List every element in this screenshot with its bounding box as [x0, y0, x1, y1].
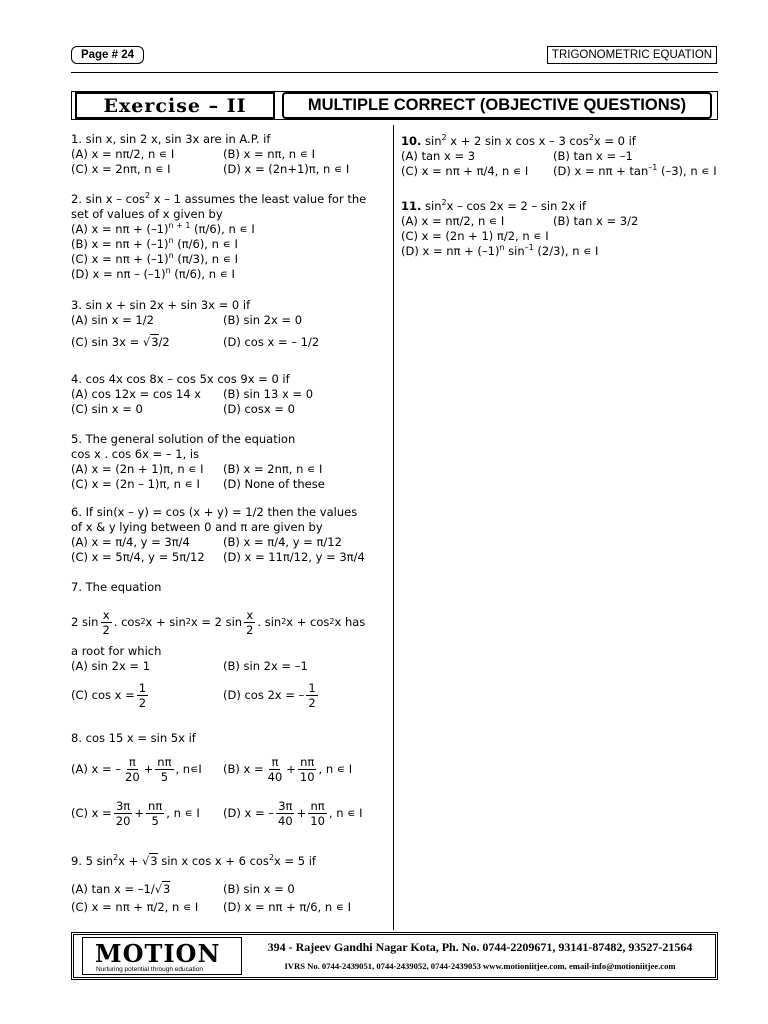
option-a: (A) $x = n\pi + (-1)^{n + 1}$ (π/6), n ∊ I [71, 221, 255, 236]
option-c: (C) sin 3x = √3/2 [71, 335, 170, 349]
question-5 [71, 432, 325, 492]
option-a: (A) x = nπ/2, n ∊ I [71, 147, 175, 161]
question-stem-cont: a root for which [71, 644, 162, 658]
question-11 [401, 199, 638, 259]
option-b: (B) $x = n\pi + (-1)^n$ (π/6), n ∊ I [71, 236, 238, 251]
question-stem: 5. The general solution of the equation [71, 432, 296, 446]
option-d: (D) cosx = 0 [223, 402, 295, 416]
question-stem: 1. sin x, sin 2 x, sin 3x are in A.P. if [71, 132, 271, 146]
question-stem: 3. sin x + sin 2x + sin 3x = 0 if [71, 298, 251, 312]
option-c: (C) $x = n\pi + (-1)^n$ (π/3), n ∊ I [71, 251, 239, 266]
motion-logo: MOTION [95, 939, 221, 968]
question-stem: 2. sin x – $\cos^2 x - 1$ assumes the least value for the [71, 191, 367, 206]
option-b: (B) sin 2x = 0 [223, 313, 303, 327]
option-d: (D) $x = n\pi - (-1)^n$ (π/6), n ∊ I [71, 266, 235, 281]
question-7 [71, 580, 365, 712]
question-2 [71, 192, 366, 282]
option-b: (B) sin 2x = –1 [223, 659, 308, 673]
footer-contact: IVRS No. 0744-2439051, 0744-2439052, 0744-2439053 www.motioniitjee.com, email-info@motioniitjee.com [284, 961, 676, 971]
option-b: (B) x = $\frac{\pi}{40}$ + $\frac{n\pi}{10}$ , n ∊ I [223, 754, 353, 784]
option-d: (D) x = 11π/12, y = 3π/4 [223, 550, 365, 564]
question-10 [401, 134, 717, 179]
question-stem: 10. $\sin^2 x + 2$ sin x cos x – 3 $\cos^2x = 0$ if [401, 133, 636, 148]
exercise-title: Exercise – II [75, 92, 275, 119]
option-c: (C) cos x = $\frac{1}{2}$ [71, 680, 147, 710]
option-a: (A) sin x = 1/2 [71, 313, 154, 327]
option-b: (B) tan x = 3/2 [553, 214, 639, 228]
option-a: (A) sin 2x = 1 [71, 659, 151, 673]
option-d: (D) cos x = – 1/2 [223, 335, 320, 349]
question-8 [71, 731, 362, 831]
question-stem: 11. $\sin^2x - \cos 2x = 2 - \sin 2x$ if [401, 198, 587, 213]
option-a: (A) x = (2n + 1)π, n ∊ I [71, 462, 204, 476]
question-1 [71, 132, 349, 177]
page-number-badge: Page # 24 [71, 46, 144, 64]
option-c: (C) x = $\frac{3\pi}{20}$ + $\frac{n\pi}{5}$ , n ∊ I [71, 798, 200, 828]
option-a: (A) cos 12x = cos 14 x [71, 387, 201, 401]
option-a: (A) x = π/4, y = 3π/4 [71, 535, 190, 549]
option-c: (C) x = 2nπ, n ∊ I [71, 162, 171, 176]
question-equation: 2 sin $\frac{x}{2}$ . cos 2 x + sin 2 x = 2 sin $\frac{x}{2}$ . sin 2 x + cos 2 x has [71, 607, 366, 637]
question-stem: 4. cos 4x cos 8x – cos 5x cos 9x = 0 if [71, 372, 290, 386]
option-c: (C) x = nπ + π/4, n ∊ I [401, 164, 529, 178]
option-a: (A) x = – $\frac{\pi}{20}$ + $\frac{n\pi}{5}$ , n∊I [71, 754, 202, 784]
option-b: (B) x = π/4, y = π/12 [223, 535, 342, 549]
option-b: (B) x = 2nπ, n ∊ I [223, 462, 323, 476]
footer-address: 394 - Rajeev Gandhi Nagar Kota, Ph. No. 0744-2209671, 93141-87482, 93527-21564 [267, 940, 693, 954]
question-stem: 7. The equation [71, 580, 162, 594]
option-d: (D) x = nπ + π/6, n ∊ I [223, 900, 352, 914]
option-b: (B) tan x = –1 [553, 149, 633, 163]
question-9 [71, 854, 351, 915]
option-c: (C) x = (2n + 1) π/2, n ∊ I [401, 229, 549, 243]
question-stem-cont: cos x . cos 6x = – 1, is [71, 447, 200, 461]
header-divider [71, 72, 718, 73]
question-stem: 8. cos 15 x = sin 5x if [71, 731, 196, 745]
option-c: (C) x = (2n – 1)π, n ∊ I [71, 477, 200, 491]
option-a: (A) tan x = 3 [401, 149, 476, 163]
question-4 [71, 372, 313, 417]
option-b: (B) x = nπ, n ∊ I [223, 147, 316, 161]
question-stem-cont: set of values of x given by [71, 207, 223, 221]
option-c: (C) x = 5π/4, y = 5π/12 [71, 550, 205, 564]
option-b: (B) sin 13 x = 0 [223, 387, 314, 401]
option-d: (D) $x = n\pi + \tan^{-1} (-3)$, n ∊ I [553, 163, 717, 178]
option-d: (D) cos 2x = – $\frac{1}{2}$ [223, 680, 316, 710]
option-c: (C) x = nπ + π/2, n ∊ I [71, 900, 199, 914]
question-6 [71, 505, 365, 565]
option-d: (D) x = – $\frac{3\pi}{40}$ + $\frac{n\pi}{10}$ , n ∊ I [223, 798, 363, 828]
column-divider [393, 125, 394, 930]
question-3 [71, 298, 319, 350]
question-stem-cont: of x & y lying between 0 and π are given by [71, 520, 323, 534]
option-d: (D) x = (2n+1)π, n ∊ I [223, 162, 350, 176]
option-d: (D) None of these [223, 477, 325, 491]
option-b: (B) sin x = 0 [223, 882, 295, 896]
option-a: (A) x = nπ/2, n ∊ I [401, 214, 505, 228]
topic-label: TRIGONOMETRIC EQUATION [547, 46, 717, 64]
option-a: (A) tan x = –1/√3 [71, 882, 171, 896]
question-stem: 9. 5 $\sin^2x + √3$ sin x cos x + 6 $\cos^2x = 5$ if [71, 853, 316, 868]
logo-tagline: Nurturing potential through education [96, 966, 203, 973]
section-title: MULTIPLE CORRECT (OBJECTIVE QUESTIONS) [282, 92, 712, 119]
option-c: (C) sin x = 0 [71, 402, 143, 416]
question-stem: 6. If sin(x – y) = cos (x + y) = 1/2 then the values [71, 505, 358, 519]
option-d: (D) $x = n\pi + (-1)^n$ $\sin^{-1} (2/3)$, n ∊ I [401, 243, 599, 258]
